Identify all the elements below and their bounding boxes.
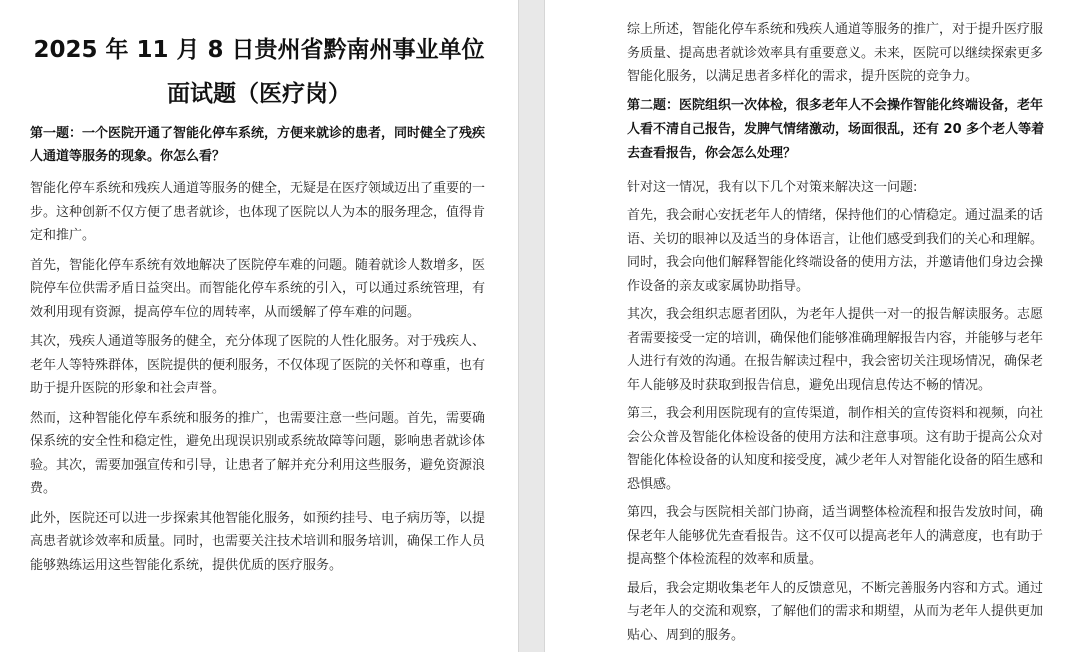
- paragraph: 首先，我会耐心安抚老年人的情绪，保持他们的心情稳定。通过温柔的话语、关切的眼神以及适当的身体语言，让他们感受到我们的关心和理解。同时，我会向他们解释智能化终端设备的使用方法，并邀请他们身边会操作设备的亲友或家属协助指导。: [627, 208, 1044, 294]
- document-title: 2025 年 11 月 8 日贵州省黔南州事业单位面试题（医疗岗）: [33, 37, 485, 107]
- question-2-heading: 第二题：医院组织一次体检，很多老年人不会操作智能化终端设备，老年人看不清自己报告，发脾气情绪激动，场面很乱，还有 20 多个老人等着去查看报告，你会怎么处理？: [627, 97, 1045, 161]
- paragraph: 第三，我会利用医院现有的宣传渠道，制作相关的宣传资料和视频，向社会公众普及智能化体检设备的使用方法和注意事项。这有助于提高公众对智能化体检设备的认知度和接受度，减少老年人对智能化设备的陌生感和恐惧感。: [627, 406, 1044, 492]
- paragraph: 然而，这种智能化停车系统和服务的推广，也需要注意一些问题。首先，需要确保系统的安全性和稳定性，避免出现误识别或系统故障等问题，影响患者就诊体验。其次，需要加强宣传和引导，让患者了解并充分利用这些服务，避免资源浪费。: [30, 410, 486, 496]
- paragraph: 第四，我会与医院相关部门协商，适当调整体检流程和报告发放时间，确保老年人能够优先查看报告。这不仅可以提高老年人的满意度，也有助于提高整个体检流程的效率和质量。: [627, 505, 1044, 567]
- summary-paragraph: 综上所述，智能化停车系统和残疾人通道等服务的推广，对于提升医疗服务质量、提高患者就诊效率具有重要意义。未来，医院可以继续探索更多智能化服务，以满足患者多样化的需求，提升医院的竞争力。: [627, 22, 1044, 84]
- paragraph: 其次，我会组织志愿者团队，为老年人提供一对一的报告解读服务。志愿者需要接受一定的培训，确保他们能够准确理解报告内容，并能够与老年人进行有效的沟通。在报告解读过程中，我会密切关注现场情况，确保老年人能够及时获取到报告信息，避免出现信息传达不畅的情况。: [627, 307, 1044, 393]
- question-1-heading: 第一题：一个医院开通了智能化停车系统，方便来就诊的患者，同时健全了残疾人通道等服务的现象。你怎么看？: [30, 126, 486, 164]
- paragraph: 针对这一情况，我有以下几个对策来解决这一问题:: [627, 179, 918, 195]
- paragraph: 最后，我会定期收集老年人的反馈意见，不断完善服务内容和方式。通过与老年人的交流和观察，了解他们的需求和期望，从而为老年人提供更加贴心、周到的服务。: [627, 580, 1044, 643]
- paragraph: 首先，智能化停车系统有效地解决了医院停车难的问题。随着就诊人数增多，医院停车位供需矛盾日益突出。而智能化停车系统的引入，可以通过系统管理，有效利用现有资源，提高停车位的周转率，从而缓解了停车难的问题。: [30, 257, 486, 320]
- paragraph: 智能化停车系统和残疾人通道等服务的健全，无疑是在医疗领域迈出了重要的一步。这种创新不仅方便了患者就诊，也体现了医院以人为本的服务理念，值得肯定和推广。: [30, 181, 486, 243]
- document-page-right: [545, 0, 1072, 652]
- paragraph: 其次，残疾人通道等服务的健全，充分体现了医院的人性化服务。对于残疾人、老年人等特殊群体，医院提供的便利服务，不仅体现了医院的关怀和尊重，也有助于提升医院的形象和社会声誉。: [30, 334, 486, 396]
- document-page-left: [0, 0, 518, 652]
- paragraph: 此外，医院还可以进一步探索其他智能化服务，如预约挂号、电子病历等，以提高患者就诊效率和质量。同时，也需要关注技术培训和服务培训，确保工作人员能够熟练运用这些智能化系统，提供优质的医疗服务。: [30, 510, 486, 573]
- page-gutter: [518, 0, 545, 652]
